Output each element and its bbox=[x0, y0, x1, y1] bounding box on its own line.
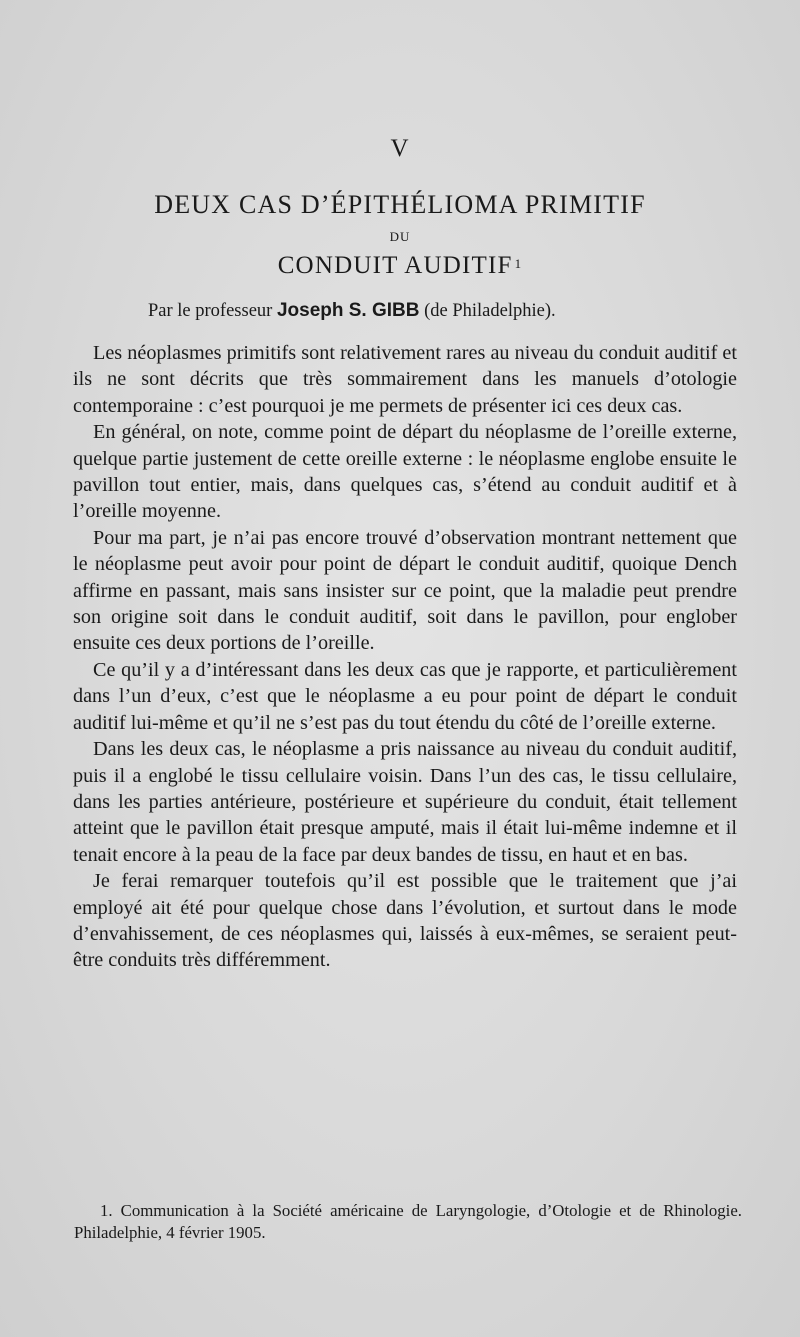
paragraph-3: Pour ma part, je n’ai pas encore trouvé d’observation montrant nettement que le néoplasme peut avoir pour point de départ le conduit auditif, quoique Dench affirme en passant, mais sans insister sur ce point, que la maladie peut prendre son origine soit dans le conduit auditif, soit dans le pavillon, pour englober ensuite ces deux portions de l’oreille. bbox=[73, 526, 737, 655]
author-name: Joseph S. GIBB bbox=[276, 300, 420, 321]
article-title-line-2: DU bbox=[389, 229, 411, 244]
footnote-paragraph bbox=[74, 1200, 742, 1244]
paragraph-6: Je ferai remarquer toutefois qu’il est possible que le traitement que j’ai employé ait été pour quelque chose dans l’évolution, et surtout dans le mode d’envahissement, de ces néoplasmes qui, laissés à eux-mêmes, se seraient peut-être conduits très différemment. bbox=[73, 870, 737, 972]
chapter-numeral: V bbox=[390, 135, 410, 162]
paragraph-5: Dans les deux cas, le néoplasme a pris naissance au niveau du conduit auditif, puis il a englobé le tissu cellulaire voisin. Dans l’un des cas, le tissu cellulaire, dans les parties antérieure, postérieure et supérieure du conduit, était tellement atteint que le pavillon était presque amputé, mais il était lui-même indemne et il tenait encore à la peau de la face par deux bandes de tissu, en haut et en bas. bbox=[73, 738, 737, 866]
title-footnote-mark: 1 bbox=[514, 256, 523, 271]
paragraph-2: En général, on note, comme point de départ du néoplasme de l’oreille externe, quelque partie justement de cette oreille externe : le néoplasme englobe ensuite le pavillon tout entier, mais, dans quelques cas, s’étend au conduit auditif et à l’oreille moyenne. bbox=[73, 421, 737, 523]
footnote-number: 1. bbox=[100, 1201, 113, 1220]
byline bbox=[148, 300, 556, 322]
article-body bbox=[73, 340, 737, 974]
article-title-line-3 bbox=[0, 252, 800, 280]
paragraph-1: Les néoplasmes primitifs sont relativement rares au niveau du conduit auditif et ils ne sont décrits que très sommairement dans les manuels d’otologie contemporaine : c’est pourquoi je me permets de présenter ici ces deux cas. bbox=[73, 342, 737, 417]
footnote-text: Communication à la Société américaine de Laryngologie, d’Otologie et de Rhinologie. Philadelphie, 4 février 1905. bbox=[74, 1201, 742, 1242]
byline-suffix: (de Philadelphie). bbox=[424, 301, 556, 321]
byline-prefix: Par le professeur bbox=[148, 301, 273, 321]
article-title-line-1: DEUX CAS D’ÉPITHÉLIOMA PRIMITIF bbox=[154, 190, 646, 219]
article-title-line-3-text: CONDUIT AUDITIF bbox=[277, 252, 513, 279]
footnote bbox=[74, 1200, 742, 1244]
paragraph-4: Ce qu’il y a d’intéressant dans les deux cas que je rapporte, et particulièrement dans l’un d’eux, c’est que le néoplasme a eu pour point de départ le conduit auditif lui-même et qu’il ne s’est pas du tout étendu du côté de l’oreille externe. bbox=[73, 658, 737, 734]
